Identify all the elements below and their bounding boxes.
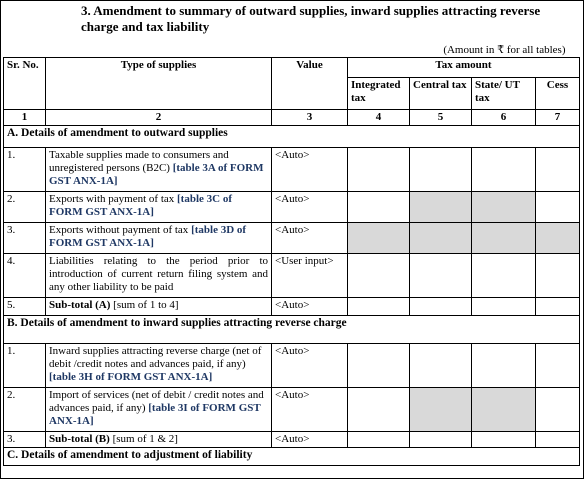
column-number: 6 [472,109,536,125]
integrated-tax-cell [348,253,410,297]
header-value: Value [272,57,348,109]
row-value: <Auto> [272,147,348,191]
column-number: 4 [348,109,410,125]
table-row [4,222,580,253]
cess-cell [536,431,580,447]
cess-cell [536,297,580,315]
table-row [4,387,580,431]
column-number: 2 [46,109,272,125]
form-reference: [table 3A of FORM GST ANX-1A] [49,161,264,187]
integrated-tax-cell [348,297,410,315]
integrated-tax-cell [348,191,410,222]
table-row [4,343,580,387]
row-description: Sub-total (A) [sum of 1 to 4] [46,297,272,315]
column-number: 5 [410,109,472,125]
state-ut-tax-cell-disabled [472,387,536,431]
form-reference: [table 3I of FORM GST ANX-1A] [49,401,261,427]
header-state-ut-tax: State/ UT tax [472,77,536,109]
row-value: <Auto> [272,387,348,431]
column-number: 3 [272,109,348,125]
column-number: 7 [536,109,580,125]
central-tax-cell-disabled [410,222,472,253]
form-reference: [table 3D of FORM GST ANX-1A] [49,223,247,249]
central-tax-cell-disabled [410,191,472,222]
row-value: <User input> [272,253,348,297]
row-value: <Auto> [272,343,348,387]
section-c-title: C. Details of amendment to adjustment of liability [4,447,580,465]
table-row [4,297,580,315]
subtotal-label: Sub-total (A) [49,298,111,311]
section-b-title: B. Details of amendment to inward supplies attracting reverse charge [4,315,580,343]
cess-cell [536,253,580,297]
state-ut-tax-cell [472,147,536,191]
header-tax-amount: Tax amount [348,57,580,77]
row-number: 1. [4,147,46,191]
table-heading: 3. Amendment to summary of outward supplies, inward supplies attracting reverse charge and tax liability [81,3,541,34]
amount-note: (Amount in ₹ for all tables) [443,45,566,56]
integrated-tax-cell [348,147,410,191]
cess-cell [536,343,580,387]
row-number: 2. [4,191,46,222]
header-cess: Cess [536,77,580,109]
row-value: <Auto> [272,297,348,315]
integrated-tax-cell-disabled [348,222,410,253]
central-tax-cell [410,343,472,387]
subtotal-label: Sub-total (B) [49,432,110,445]
row-value: <Auto> [272,191,348,222]
form-reference: [table 3C of FORM GST ANX-1A] [49,192,233,218]
row-number: 2. [4,387,46,431]
row-description: Inward supplies attracting reverse charge (net of debit /credit notes and advances paid, if any) [table 3H of FORM GST ANX-1A] [46,343,272,387]
central-tax-cell [410,297,472,315]
row-description: Exports without payment of tax [table 3D of FORM GST ANX-1A] [46,222,272,253]
table-row [4,191,580,222]
header-type-of-supplies: Type of supplies [46,57,272,109]
row-number: 3. [4,431,46,447]
form-reference: [table 3H of FORM GST ANX-1A] [49,370,213,383]
row-description: Liabilities relating to the period prior to introduction of current return filing system and any other liability to be paid [46,253,272,297]
header-integrated-tax: Integrated tax [348,77,410,109]
state-ut-tax-cell-disabled [472,191,536,222]
row-number: 4. [4,253,46,297]
row-value: <Auto> [272,431,348,447]
row-number: 5. [4,297,46,315]
central-tax-cell [410,253,472,297]
section-a-title: A. Details of amendment to outward supplies [4,125,580,147]
header-central-tax: Central tax [410,77,472,109]
cess-cell [536,191,580,222]
central-tax-cell-disabled [410,387,472,431]
state-ut-tax-cell [472,431,536,447]
row-description: Exports with payment of tax [table 3C of FORM GST ANX-1A] [46,191,272,222]
row-number: 3. [4,222,46,253]
cess-cell [536,147,580,191]
cess-cell-disabled [536,222,580,253]
row-description: Sub-total (B) [sum of 1 & 2] [46,431,272,447]
table-row [4,253,580,297]
header-sr-no: Sr. No. [4,57,46,109]
table-row [4,147,580,191]
column-number: 1 [4,109,46,125]
row-description: Taxable supplies made to consumers and unregistered persons (B2C) [table 3A of FORM GST ANX-1A] [46,147,272,191]
row-number: 1. [4,343,46,387]
table-row [4,431,580,447]
central-tax-cell [410,431,472,447]
state-ut-tax-cell [472,253,536,297]
state-ut-tax-cell-disabled [472,222,536,253]
summary-table [3,45,580,466]
cess-cell [536,387,580,431]
state-ut-tax-cell [472,343,536,387]
integrated-tax-cell [348,343,410,387]
state-ut-tax-cell [472,297,536,315]
row-value: <Auto> [272,222,348,253]
integrated-tax-cell [348,431,410,447]
row-description: Import of services (net of debit / credit notes and advances paid, if any) [table 3I of FORM GST ANX-1A] [46,387,272,431]
central-tax-cell [410,147,472,191]
integrated-tax-cell [348,387,410,431]
